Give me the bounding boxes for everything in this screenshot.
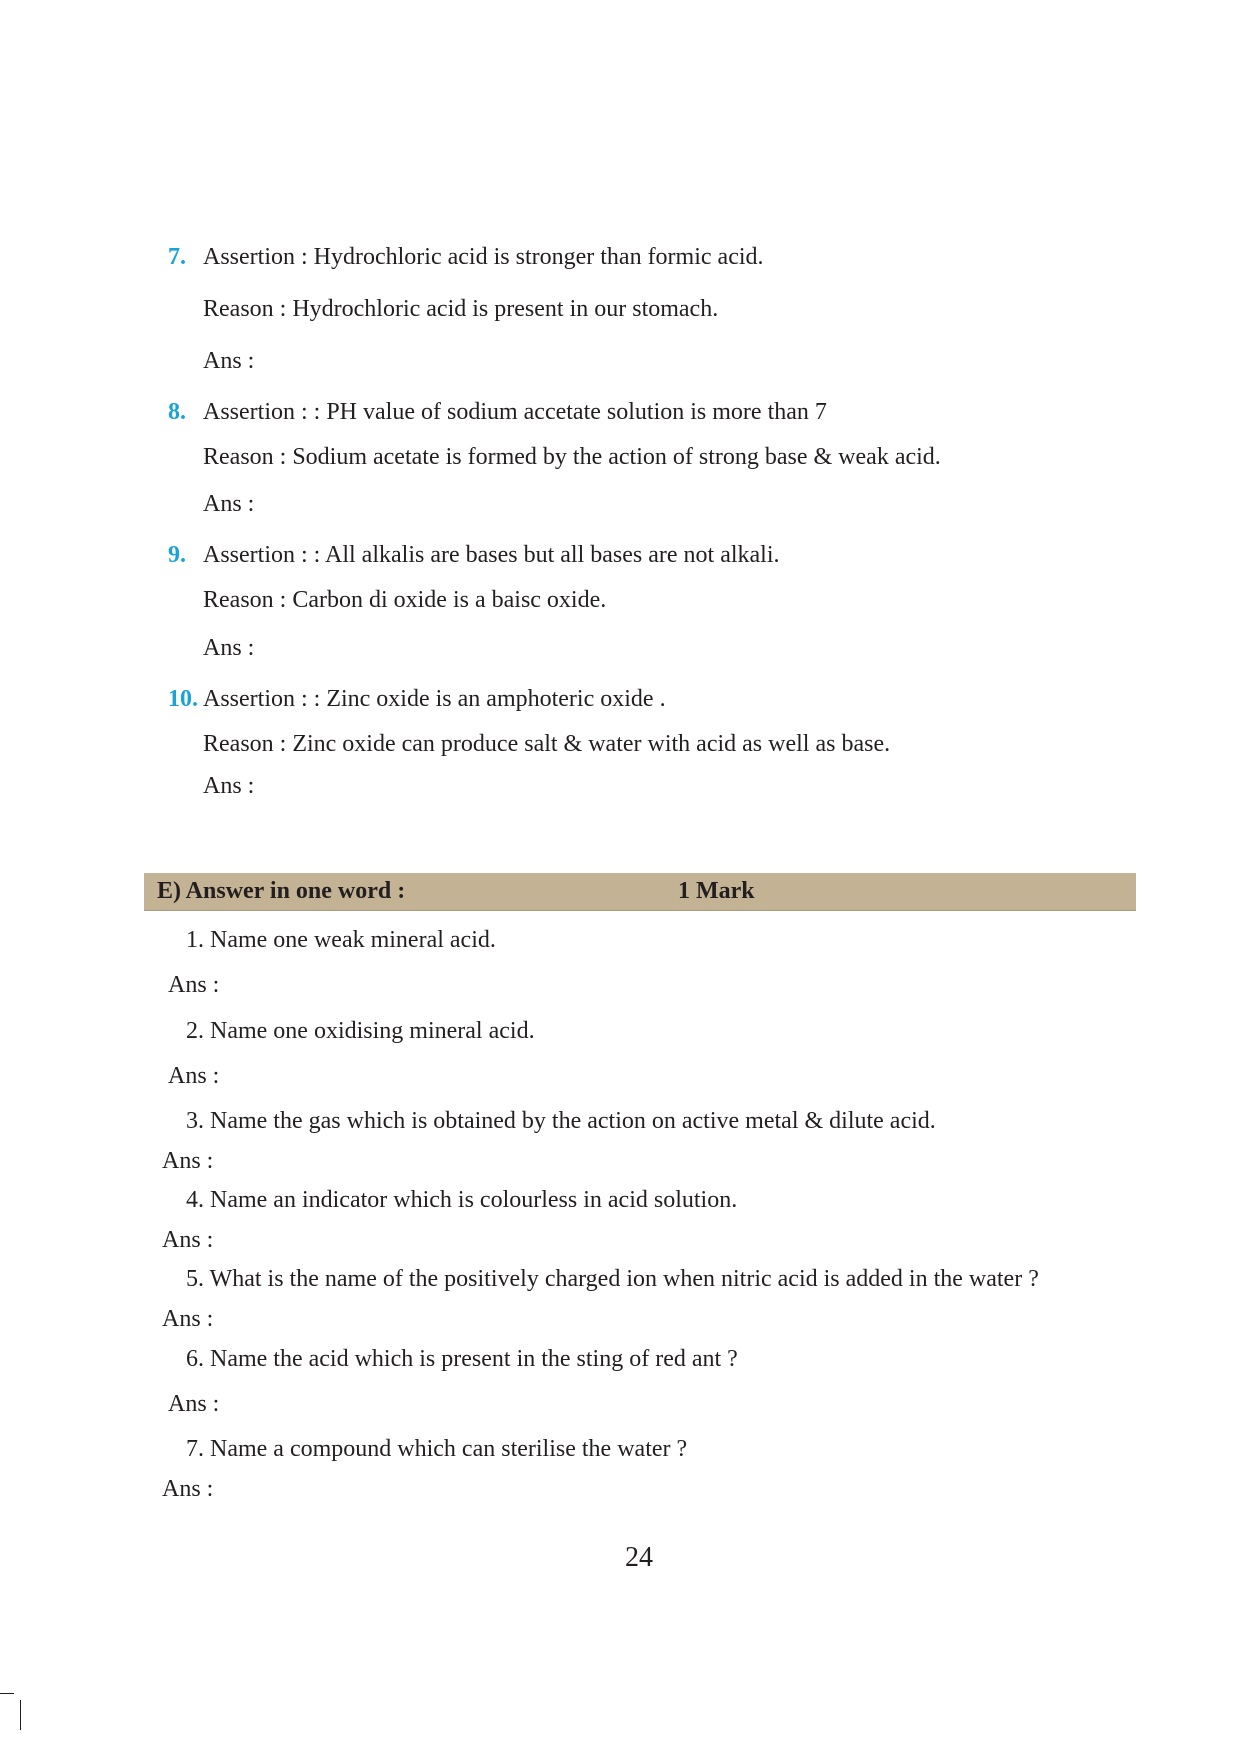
- answer-label: Ans :: [162, 1148, 214, 1174]
- crop-mark-vertical: [20, 1700, 21, 1730]
- one-word-question: 5. What is the name of the positively charged ion when nitric acid is added in the water ?: [186, 1266, 1039, 1292]
- question-number: 7.: [168, 244, 186, 270]
- section-title: E) Answer in one word :: [157, 878, 406, 904]
- page-number: 24: [625, 1542, 653, 1573]
- reason-text: Reason : Zinc oxide can produce salt & water with acid as well as base.: [203, 731, 891, 757]
- one-word-question: 7. Name a compound which can sterilise the water ?: [186, 1436, 688, 1462]
- answer-label: Ans :: [203, 348, 255, 374]
- answer-label: Ans :: [203, 773, 255, 799]
- answer-label: Ans :: [168, 1391, 220, 1417]
- assertion-text: Assertion : : Zinc oxide is an amphoteric oxide .: [203, 686, 666, 712]
- one-word-question: 6. Name the acid which is present in the sting of red ant ?: [186, 1346, 738, 1372]
- one-word-question: 3. Name the gas which is obtained by the action on active metal & dilute acid.: [186, 1108, 936, 1134]
- answer-label: Ans :: [203, 491, 255, 517]
- answer-label: Ans :: [168, 1063, 220, 1089]
- one-word-question: 2. Name one oxidising mineral acid.: [186, 1018, 535, 1044]
- assertion-text: Assertion : : PH value of sodium accetate solution is more than 7: [203, 399, 827, 425]
- answer-label: Ans :: [168, 972, 220, 998]
- section-header-bar: [144, 873, 1136, 911]
- question-number: 8.: [168, 399, 186, 425]
- reason-text: Reason : Sodium acetate is formed by the action of strong base & weak acid.: [203, 444, 941, 470]
- section-marks: 1 Mark: [678, 878, 755, 904]
- assertion-text: Assertion : : All alkalis are bases but all bases are not alkali.: [203, 542, 780, 568]
- assertion-text: Assertion : Hydrochloric acid is stronger than formic acid.: [203, 244, 764, 270]
- question-number: 9.: [168, 542, 186, 568]
- answer-label: Ans :: [162, 1476, 214, 1502]
- one-word-question: 4. Name an indicator which is colourless in acid solution.: [186, 1187, 738, 1213]
- crop-mark-horizontal: [0, 1693, 14, 1694]
- question-number: 10.: [168, 686, 198, 712]
- reason-text: Reason : Carbon di oxide is a baisc oxide.: [203, 587, 607, 613]
- reason-text: Reason : Hydrochloric acid is present in our stomach.: [203, 296, 719, 322]
- answer-label: Ans :: [162, 1227, 214, 1253]
- answer-label: Ans :: [203, 635, 255, 661]
- one-word-question: 1. Name one weak mineral acid.: [186, 927, 496, 953]
- answer-label: Ans :: [162, 1306, 214, 1332]
